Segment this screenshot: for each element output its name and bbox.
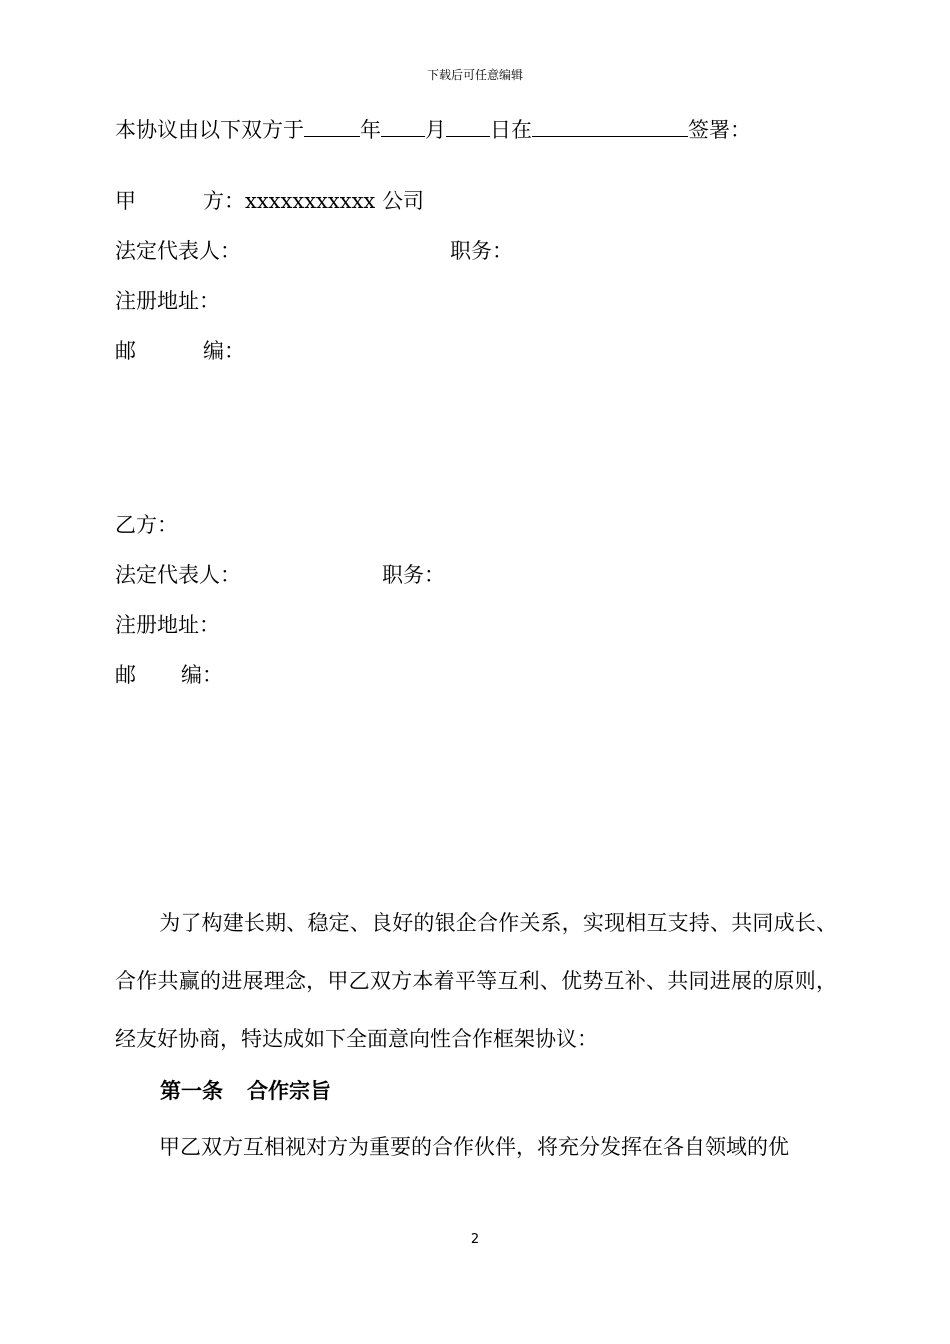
party-a-rep-line xyxy=(115,237,513,265)
party-a-name-line xyxy=(115,187,424,215)
signing-line xyxy=(115,114,751,144)
signing-day-at: 日在 xyxy=(490,118,532,142)
year-blank[interactable] xyxy=(304,114,360,137)
article-1-text: 甲乙双方互相视对方为重要的合作伙伴，将充分发挥在各自领域的优 xyxy=(159,1135,789,1159)
party-a-label-second: 方： xyxy=(203,189,245,213)
party-b-zip-second: 编： xyxy=(181,663,223,687)
party-a-address-line xyxy=(115,287,220,315)
party-a-position-label: 职务： xyxy=(450,239,513,263)
article-1-paragraph xyxy=(115,1118,837,1176)
party-b-address-label: 注册地址： xyxy=(115,613,220,637)
signing-suffix: 签署： xyxy=(688,118,751,142)
party-a-zip-second: 编： xyxy=(203,339,245,363)
day-blank[interactable] xyxy=(446,114,490,137)
party-b-label-line xyxy=(115,511,178,539)
party-a-zip-line xyxy=(115,337,245,365)
party-b-zip-line xyxy=(115,661,223,689)
party-b-position-label: 职务： xyxy=(382,563,445,587)
party-b-zip-first: 邮 xyxy=(115,663,136,687)
signing-prefix: 本协议由以下双方于 xyxy=(115,118,304,142)
party-a-rep-label: 法定代表人： xyxy=(115,239,241,263)
party-a-address-label: 注册地址： xyxy=(115,289,220,313)
article-1-number: 第一条 xyxy=(160,1079,223,1103)
party-a-zip-first: 邮 xyxy=(115,339,136,363)
signing-month: 月 xyxy=(425,118,446,142)
party-b-rep-line xyxy=(115,561,445,589)
article-1-heading xyxy=(160,1077,331,1105)
place-blank[interactable] xyxy=(532,114,688,137)
preamble-paragraph xyxy=(115,894,837,1068)
party-a-company: xxxxxxxxxxx 公司 xyxy=(245,189,424,213)
party-b-label: 乙方： xyxy=(115,513,178,537)
party-a-label-first: 甲 xyxy=(115,189,136,213)
header-note: 下载后可任意编辑 xyxy=(426,68,523,82)
article-1-title: 合作宗旨 xyxy=(247,1079,331,1103)
signing-year: 年 xyxy=(360,118,381,142)
page-number: 2 xyxy=(470,1232,480,1247)
month-blank[interactable] xyxy=(381,114,425,137)
party-b-rep-label: 法定代表人： xyxy=(115,563,241,587)
party-b-address-line xyxy=(115,611,220,639)
preamble-text: 为了构建长期、稳定、良好的银企合作关系，实现相互支持、共同成长、合作共赢的进展理念，甲乙双方本着平等互利、优势互补、共同进展的原则，经友好协商，特达成如下全面意向性合作框架协议： xyxy=(115,911,837,1051)
